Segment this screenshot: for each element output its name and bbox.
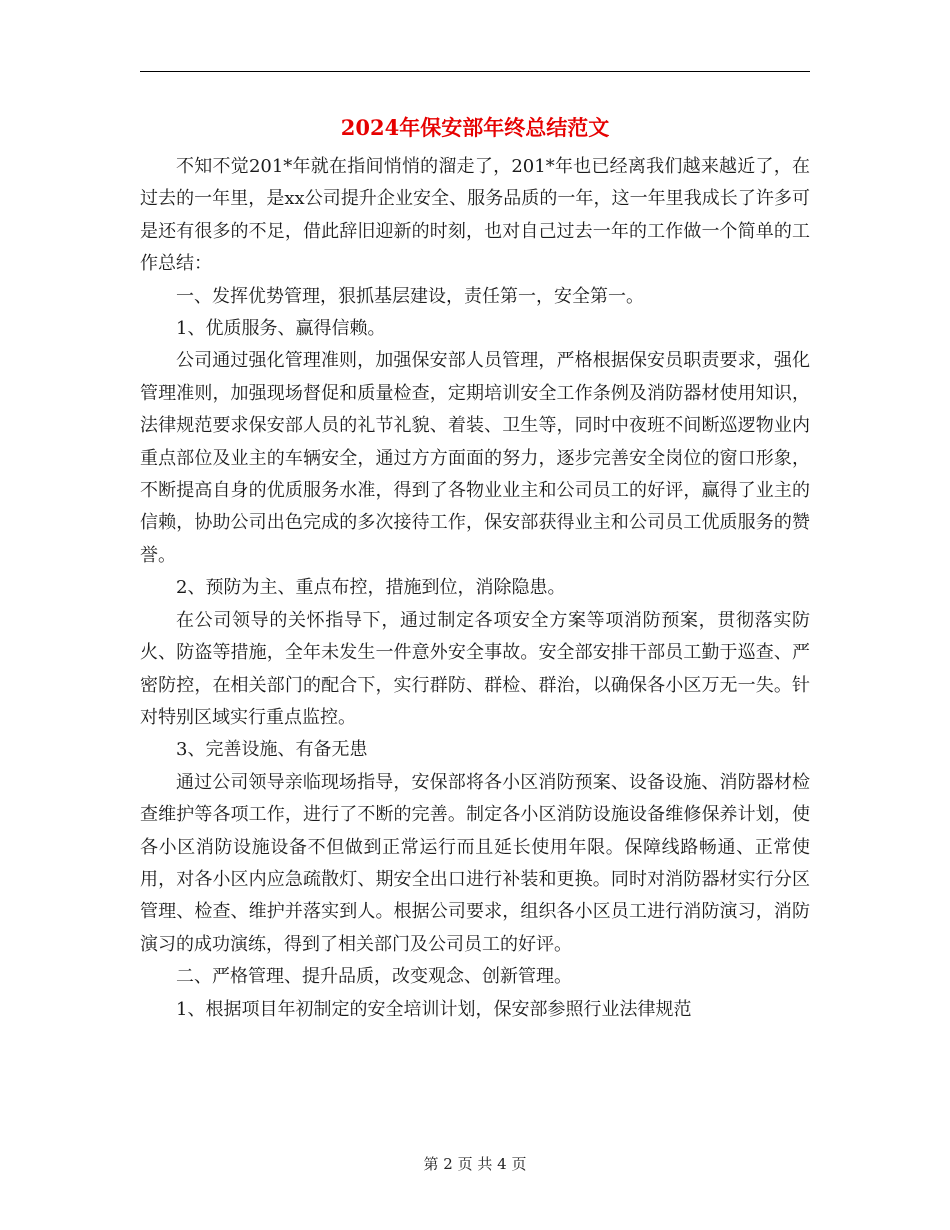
header-rule (140, 71, 810, 72)
subheading-1-2: 2、预防为主、重点布控，措施到位，消除隐患。 (176, 577, 566, 599)
paragraph-intro: 不知不觉201*年就在指间悄悄的溜走了，201*年也已经离我们越来越近了，在过去的一年里，是xx公司提升企业安全、服务品质的一年，这一年里我成长了许多可是还有很多的不足，借此辞旧迎新的时刻，也对自己过去一年的工作做一个简单的工作总结： (140, 156, 810, 275)
document-body (140, 151, 810, 1026)
subheading-1-1: 1、优质服务、赢得信赖。 (176, 318, 386, 340)
document-title: 2024年保安部年终总结范文 (340, 115, 610, 140)
paragraph-2-1: 1、根据项目年初制定的安全培训计划，保安部参照行业法律规范 (176, 998, 692, 1020)
subheading-1-3: 3、完善设施、有备无患 (176, 739, 368, 761)
paragraph-1-2: 在公司领导的关怀指导下，通过制定各项安全方案等项消防预案，贯彻落实防火、防盗等措施，全年未发生一件意外安全事故。安全部安排干部员工勤于巡查、严密防控，在相关部门的配合下，实行群防、群检、群治，以确保各小区万无一失。针对特别区域实行重点监控。 (140, 609, 810, 728)
paragraph-1-1: 公司通过强化管理准则，加强保安部人员管理，严格根据保安员职责要求，强化管理准则，加强现场督促和质量检查，定期培训安全工作条例及消防器材使用知识，法律规范要求保安部人员的礼节礼貌、着装、卫生等，同时中夜班不间断巡逻物业内重点部位及业主的车辆安全，通过方方面面的努力，逐步完善安全岗位的窗口形象，不断提高自身的优质服务水准，得到了各物业业主和公司员工的好评，赢得了业主的信赖，协助公司出色完成的多次接待工作，保安部获得业主和公司员工优质服务的赞誉。 (140, 350, 810, 566)
section-heading-2: 二、严格管理、提升品质，改变观念、创新管理。 (176, 966, 572, 988)
page-number: 第 2 页 共 4 页 (423, 1155, 527, 1173)
section-heading-1: 一、发挥优势管理，狠抓基层建设，责任第一，安全第一。 (176, 285, 644, 307)
paragraph-1-3: 通过公司领导亲临现场指导，安保部将各小区消防预案、设备设施、消防器材检查维护等各项工作，进行了不断的完善。制定各小区消防设施设备维修保养计划，使各小区消防设施设备不但做到正常运行而且延长使用年限。保障线路畅通、正常使用，对各小区内应急疏散灯、期安全出口进行补装和更换。同时对消防器材实行分区管理、检查、维护并落实到人。根据公司要求，组织各小区员工进行消防演习，消防演习的成功演练，得到了相关部门及公司员工的好评。 (140, 771, 810, 955)
